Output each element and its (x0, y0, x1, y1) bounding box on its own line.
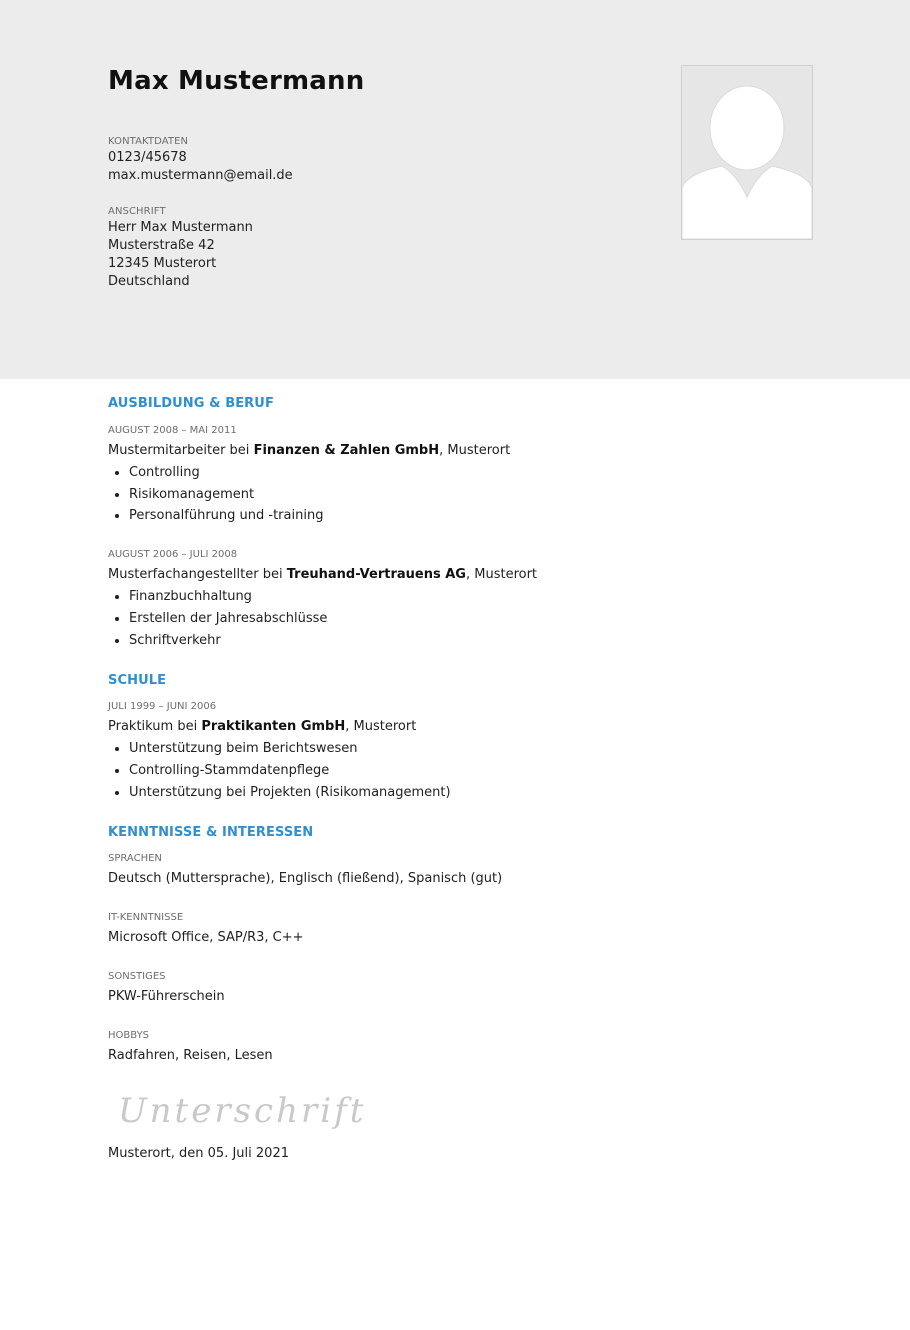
entry-role: Musterfachangestellter bei (108, 567, 287, 583)
entry-task-list (108, 586, 808, 651)
email-address: max.mustermann@email.de (108, 168, 293, 183)
list-item: • Unterstützung bei Projekten (Risikomanagement) (129, 782, 808, 804)
career-entry (108, 548, 808, 651)
entry-position (108, 442, 808, 460)
applicant-name: Max Mustermann (108, 66, 365, 96)
place-and-date: Musterort, den 05. Juli 2021 (108, 1146, 289, 1162)
address-block (108, 205, 253, 291)
cv-body (108, 394, 808, 1163)
entry-task-list (108, 738, 808, 803)
entry-location: , Musterort (439, 443, 511, 458)
entry-date: AUGUST 2006 – JULI 2008 (108, 549, 238, 561)
skill-value: Microsoft Office, SAP/R3, C++ (108, 930, 304, 946)
entry-company: Finanzen & Zahlen GmbH (253, 443, 440, 458)
skill-value: PKW-Führerschein (108, 989, 225, 1005)
list-item: • Erstellen der Jahresabschlüsse (129, 608, 808, 630)
section-title-skills: KENNTNISSE & INTERESSEN (108, 825, 314, 841)
career-entry (108, 424, 808, 527)
profile-photo (681, 65, 813, 240)
contact-block (108, 135, 293, 185)
address-line: Musterstraße 42 (108, 238, 215, 253)
phone-number: 0123/45678 (108, 150, 187, 165)
address-line: Deutschland (108, 274, 190, 289)
entry-location: , Musterort (465, 567, 538, 583)
school-entry (108, 700, 808, 803)
entry-date: AUGUST 2008 – MAI 2011 (108, 425, 237, 436)
skill-label: HOBBYS (108, 1030, 150, 1042)
entry-task-list (108, 462, 808, 527)
entry-role: Mustermitarbeiter bei (108, 443, 254, 458)
entry-date: JULI 1999 – JUNI 2006 (108, 701, 217, 713)
signature: Unterschrift (118, 1091, 367, 1132)
person-silhouette-icon (682, 66, 812, 239)
list-item: • Finanzbuchhaltung (129, 586, 808, 608)
skill-value: Radfahren, Reisen, Lesen (108, 1048, 273, 1064)
entry-location: , Musterort (345, 719, 417, 735)
section-title-career: AUSBILDUNG & BERUF (108, 396, 274, 411)
skill-value: Deutsch (Muttersprache), Englisch (fließend), Spanisch (gut) (108, 871, 503, 887)
list-item: • Personalführung und -training (129, 505, 808, 527)
skill-item (108, 911, 808, 947)
contact-label: KONTAKTDATEN (108, 136, 189, 147)
skill-item (108, 852, 808, 888)
skill-label: SPRACHEN (108, 853, 162, 865)
entry-position (108, 566, 808, 584)
skill-label: IT-KENNTNISSE (108, 912, 184, 924)
cv-header (0, 0, 910, 379)
skill-label: SONSTIGES (108, 971, 166, 983)
entry-role: Praktikum bei (108, 719, 202, 735)
list-item: • Risikomanagement (129, 484, 808, 506)
list-item: • Controlling-Stammdatenpflege (129, 760, 808, 782)
section-title-school: SCHULE (108, 673, 167, 689)
entry-company: Praktikanten GmbH (201, 719, 346, 735)
address-label: ANSCHRIFT (108, 206, 166, 217)
entry-position (108, 718, 808, 736)
skill-item (108, 970, 808, 1006)
list-item: • Controlling (129, 462, 808, 484)
address-line: 12345 Musterort (108, 256, 217, 271)
list-item: • Unterstützung beim Berichtswesen (129, 738, 808, 760)
skill-item (108, 1029, 808, 1065)
list-item: • Schriftverkehr (129, 630, 808, 652)
entry-company: Treuhand-Vertrauens AG (286, 567, 466, 583)
address-line: Herr Max Mustermann (108, 220, 253, 235)
